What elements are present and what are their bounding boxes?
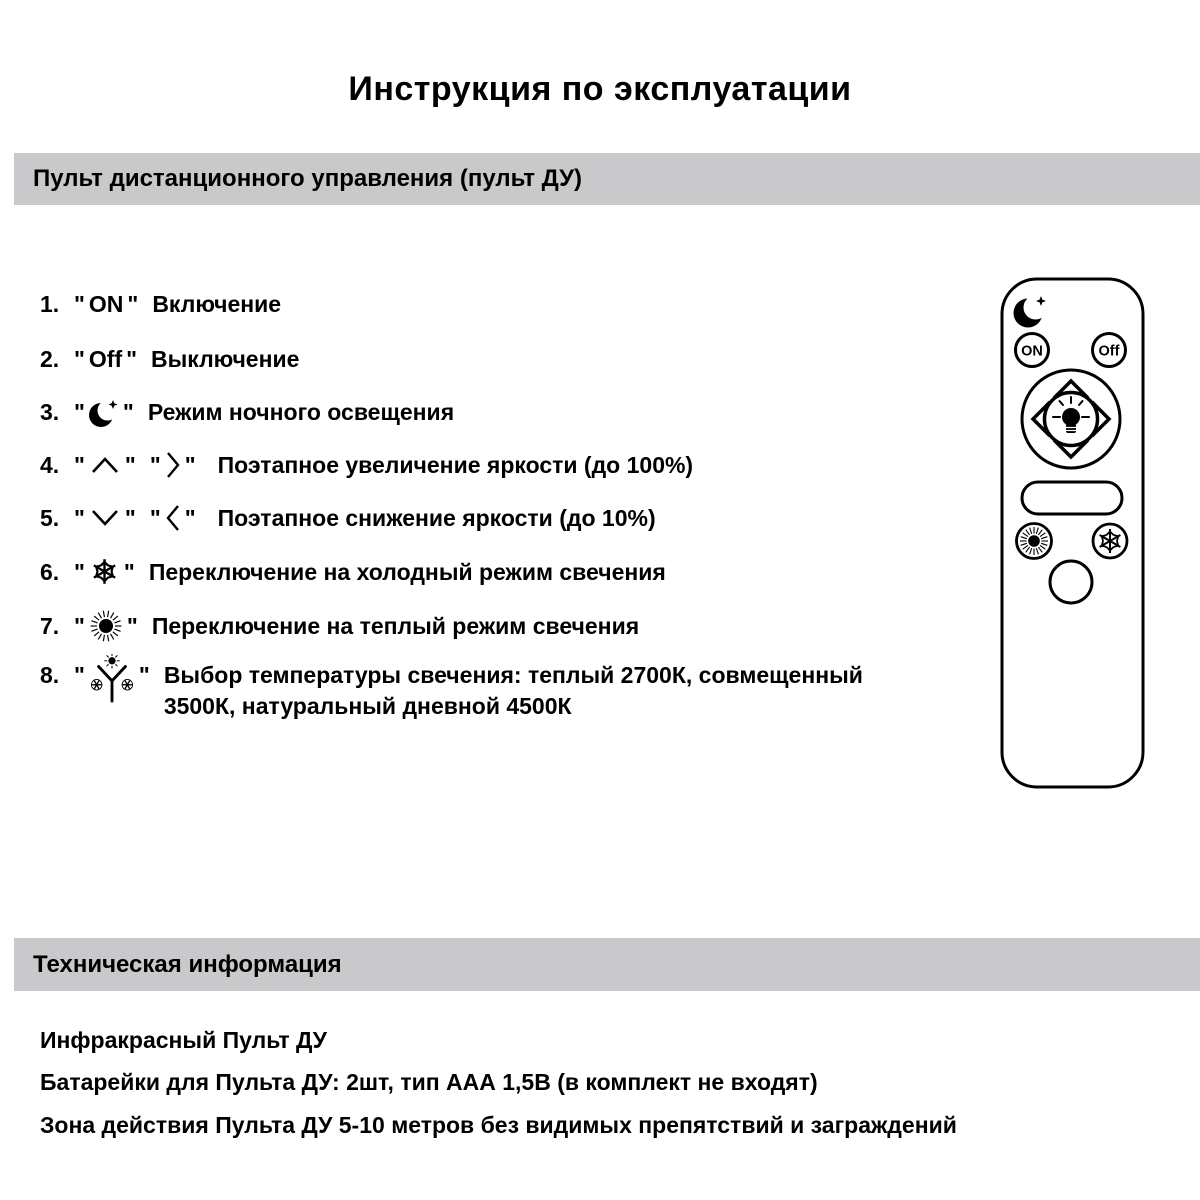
item-number: 6. (40, 558, 60, 585)
item-desc: Поэтапное снижение яркости (до 10%) (217, 505, 656, 531)
off-button (1093, 334, 1126, 367)
item-desc: Включение (152, 291, 282, 317)
remote-section-heading: Пульт дистанционного управления (пульт ДУ) (33, 165, 582, 192)
quote-mark: " (74, 399, 85, 425)
quote-mark: " (123, 558, 135, 585)
quote-mark: " (138, 662, 150, 688)
quote-mark: " (124, 505, 136, 531)
list-item (40, 344, 299, 374)
off-button-label: Off (1098, 343, 1120, 360)
page-title: Инструкция по эксплуатации (348, 70, 852, 108)
quote-mark: " (74, 662, 85, 688)
item-number: 5. (40, 505, 60, 531)
item-desc: Выключение (151, 346, 300, 372)
key-label: ON (88, 291, 124, 317)
snowflake-icon (89, 556, 120, 587)
item-keys (70, 556, 139, 587)
tech-line: Зона действия Пульта ДУ 5-10 метров без видимых препятствий и заграждений (40, 1112, 957, 1138)
item-keys (70, 396, 138, 428)
item-number: 3. (40, 399, 60, 425)
item-keys (70, 503, 200, 533)
quote-mark: " (74, 346, 85, 372)
quote-mark: " (124, 452, 136, 478)
chevron-right-icon (165, 451, 181, 479)
item-desc: Выбор температуры свечения: теплый 2700К, совмещенный 3500К, натуральный дневной 4500К (163, 662, 863, 719)
quote-mark: " (122, 399, 134, 425)
quote-mark: " (184, 505, 196, 531)
key-label: Off (88, 346, 123, 372)
tech-line: Батарейки для Пульта ДУ: 2шт, тип ААА 1,5В (в комплект не входят) (40, 1069, 818, 1095)
item-keys (70, 450, 200, 480)
quote-mark: " (74, 452, 85, 478)
on-button-label: ON (1021, 343, 1043, 360)
quote-mark: " (74, 291, 85, 317)
item-keys (70, 609, 142, 643)
section-bar-remote (14, 153, 1200, 205)
item-desc: Переключение на холодный режим свечения (148, 558, 666, 585)
item-number: 2. (40, 346, 60, 372)
item-keys (70, 654, 154, 696)
blank-pill-button (1022, 482, 1122, 514)
list-item (40, 660, 864, 722)
item-number: 4. (40, 452, 60, 478)
remote-illustration (1000, 277, 1145, 789)
tech-section-heading: Техническая информация (33, 950, 342, 978)
temp-select-icon (89, 654, 135, 704)
on-button (1016, 334, 1049, 367)
item-number: 8. (40, 662, 60, 688)
item-desc: Переключение на теплый режим свечения (151, 613, 640, 639)
chevron-down-icon (89, 509, 121, 527)
moon-star-icon (89, 396, 119, 428)
quote-mark: " (127, 291, 139, 317)
list-item (40, 289, 281, 319)
section-bar-tech (14, 938, 1200, 991)
item-keys (70, 344, 141, 374)
quote-mark: " (126, 346, 138, 372)
list-item (40, 609, 639, 643)
tech-line: Инфракрасный Пульт ДУ (40, 1027, 327, 1053)
item-keys (70, 289, 142, 319)
item-number: 1. (40, 291, 60, 317)
quote-mark: " (74, 505, 85, 531)
quote-mark: " (74, 558, 85, 585)
list-item (40, 556, 666, 587)
sun-warm-icon (89, 609, 123, 643)
quote-mark: " (184, 452, 196, 478)
chevron-up-icon (89, 456, 121, 474)
blank-round-button (1050, 561, 1092, 603)
chevron-left-icon (165, 504, 181, 532)
list-item (40, 396, 454, 428)
quote-mark: " (149, 452, 161, 478)
item-desc: Поэтапное увеличение яркости (до 100%) (217, 452, 694, 478)
list-item (40, 450, 693, 480)
list-item (40, 503, 656, 533)
item-desc: Режим ночного освещения (147, 399, 455, 425)
quote-mark: " (149, 505, 161, 531)
item-number: 7. (40, 613, 60, 639)
warm-sun-icon (1017, 524, 1052, 559)
quote-mark: " (126, 613, 138, 639)
cold-snowflake-icon (1093, 524, 1127, 558)
quote-mark: " (74, 613, 85, 639)
